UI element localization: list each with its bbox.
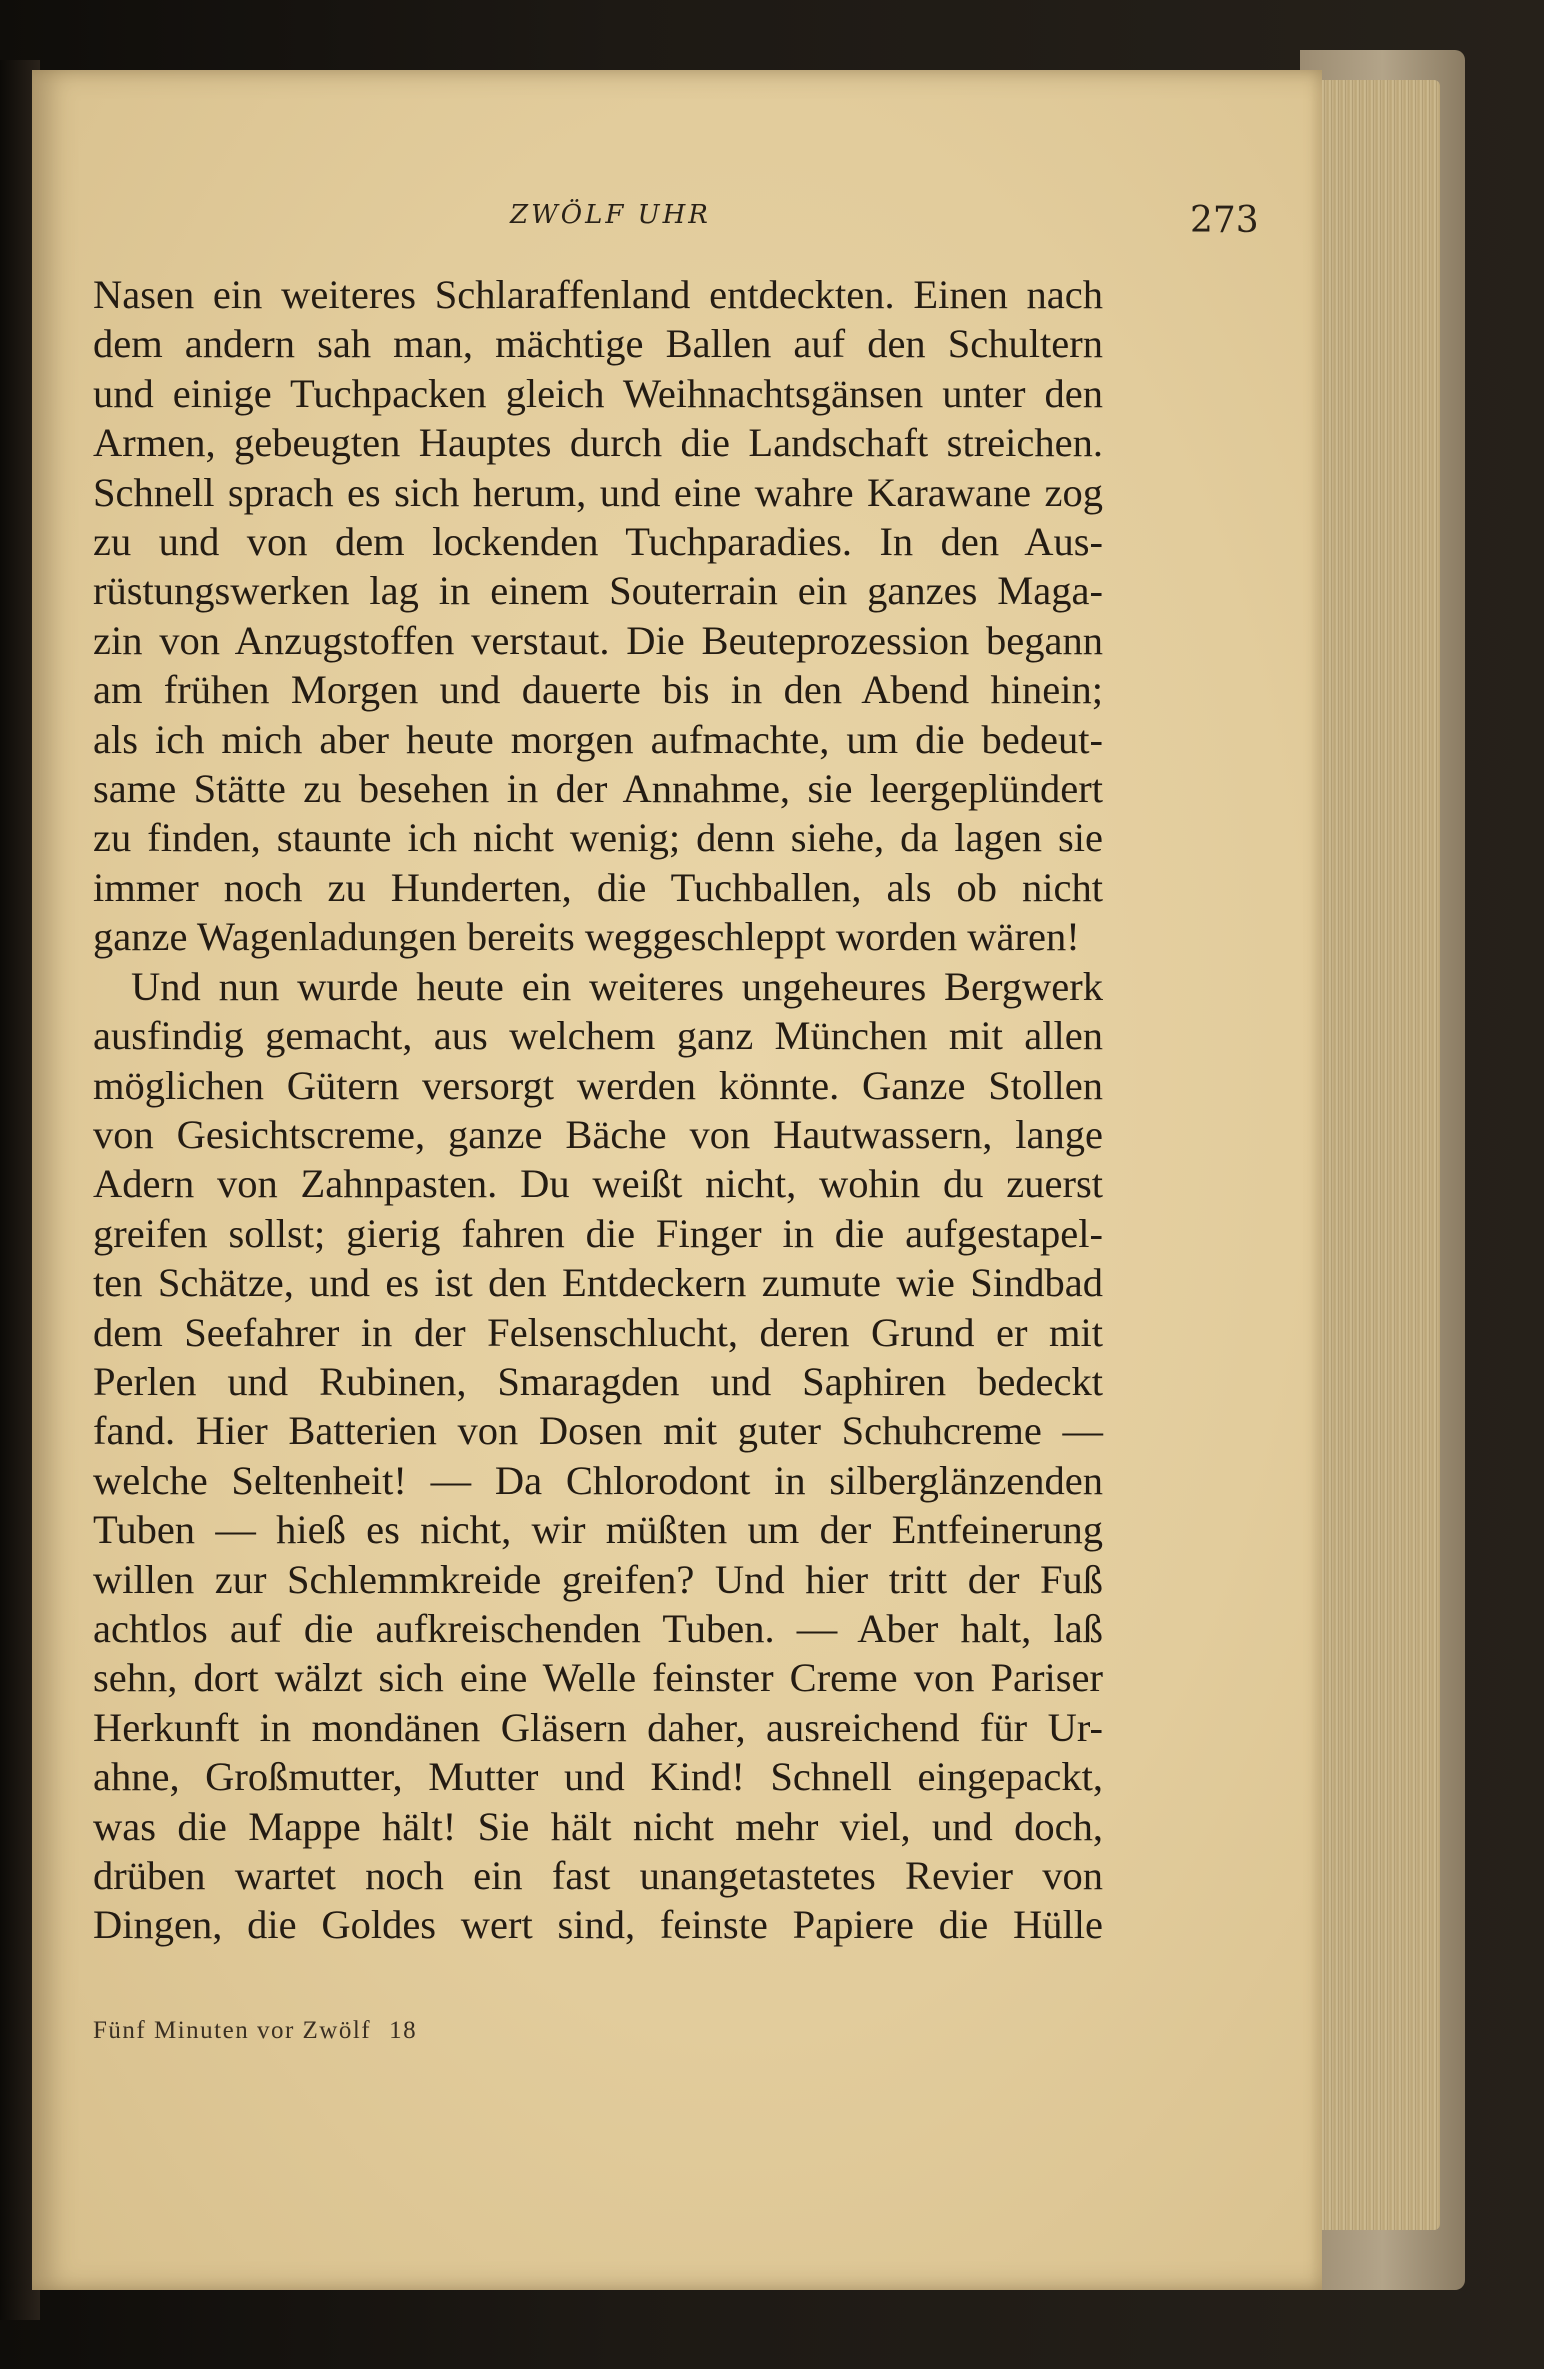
text-line: ahne, Großmutter, Mutter und Kind! Schnell eingepackt, [93, 1754, 1103, 1800]
text-line: dem Seefahrer in der Felsenschlucht, deren Grund er mit [93, 1309, 1103, 1355]
text-line: ten Schätze, und es ist den Entdeckern zumute wie Sindbad [93, 1260, 1103, 1306]
text-line: welche Seltenheit! — Da Chlorodont in silberglänzenden [93, 1457, 1103, 1503]
page-footer [93, 2017, 417, 2045]
body-text [93, 270, 1103, 1950]
text-line: immer noch zu Hunderten, die Tuchballen, als ob nicht [93, 864, 1103, 910]
text-line: Schnell sprach es sich herum, und eine wahre Karawane zog [93, 469, 1103, 515]
text-line: zu finden, staunte ich nicht wenig; denn siehe, da lagen sie [93, 815, 1103, 861]
running-head: ZWÖLF UHR [510, 200, 711, 230]
text-line: willen zur Schlemmkreide greifen? Und hier tritt der Fuß [93, 1556, 1103, 1602]
text-line: möglichen Gütern versorgt werden könnte. Ganze Stollen [93, 1062, 1103, 1108]
text-line: und einige Tuchpacken gleich Weihnachtsgänsen unter den [93, 370, 1103, 416]
text-line: Armen, gebeugten Hauptes durch die Landschaft streichen. [93, 420, 1103, 466]
text-line: greifen sollst; gierig fahren die Finger in die aufgestapel- [93, 1210, 1103, 1256]
text-line: ganze Wagenladungen bereits weggeschleppt worden wären! [93, 914, 1080, 960]
footer-signature-mark: 18 [389, 2017, 418, 2044]
text-line: ausfindig gemacht, aus welchem ganz München mit allen [93, 1013, 1103, 1059]
text-line: Und nun wurde heute ein weiteres ungeheures Bergwerk [131, 963, 1103, 1009]
footer-book-title: Fünf Minuten vor Zwölf [93, 2017, 372, 2044]
text-line: zin von Anzugstoffen verstaut. Die Beuteprozession begann [93, 617, 1103, 663]
text-line: Herkunft in mondänen Gläsern daher, ausreichend für Ur- [93, 1704, 1103, 1750]
text-line: von Gesichtscreme, ganze Bäche von Hautwassern, lange [93, 1111, 1103, 1157]
text-line: fand. Hier Batterien von Dosen mit guter Schuhcreme — [93, 1408, 1103, 1454]
text-line: Tuben — hieß es nicht, wir müßten um der Entfeinerung [93, 1507, 1103, 1553]
text-line: sehn, dort wälzt sich eine Welle feinster Creme von Pariser [93, 1655, 1103, 1701]
text-line: Nasen ein weiteres Schlaraffenland entdeckten. Einen nach [93, 272, 1103, 317]
page-number: 273 [1190, 200, 1259, 241]
text-line: was die Mappe hält! Sie hält nicht mehr viel, und doch, [93, 1803, 1103, 1849]
text-line: achtlos auf die aufkreischenden Tuben. — Aber halt, laß [93, 1605, 1103, 1651]
text-line: drüben wartet noch ein fast unangetastetes Revier von [93, 1853, 1103, 1898]
text-line: Adern von Zahnpasten. Du weißt nicht, wohin du zuerst [93, 1161, 1103, 1207]
text-line: rüstungswerken lag in einem Souterrain ein ganzes Maga- [93, 568, 1103, 614]
text-line: Perlen und Rubinen, Smaragden und Saphiren bedeckt [93, 1358, 1103, 1404]
text-line: am frühen Morgen und dauerte bis in den Abend hinein; [93, 667, 1103, 713]
text-line: zu und von dem lockenden Tuchparadies. In den Aus- [93, 519, 1103, 565]
text-line: Dingen, die Goldes wert sind, feinste Papiere die Hülle [93, 1902, 1103, 1948]
text-line: als ich mich aber heute morgen aufmachte, um die bedeut- [93, 716, 1103, 762]
text-line: same Stätte zu besehen in der Annahme, sie leergeplündert [93, 766, 1103, 812]
text-line: dem andern sah man, mächtige Ballen auf den Schultern [93, 321, 1103, 367]
